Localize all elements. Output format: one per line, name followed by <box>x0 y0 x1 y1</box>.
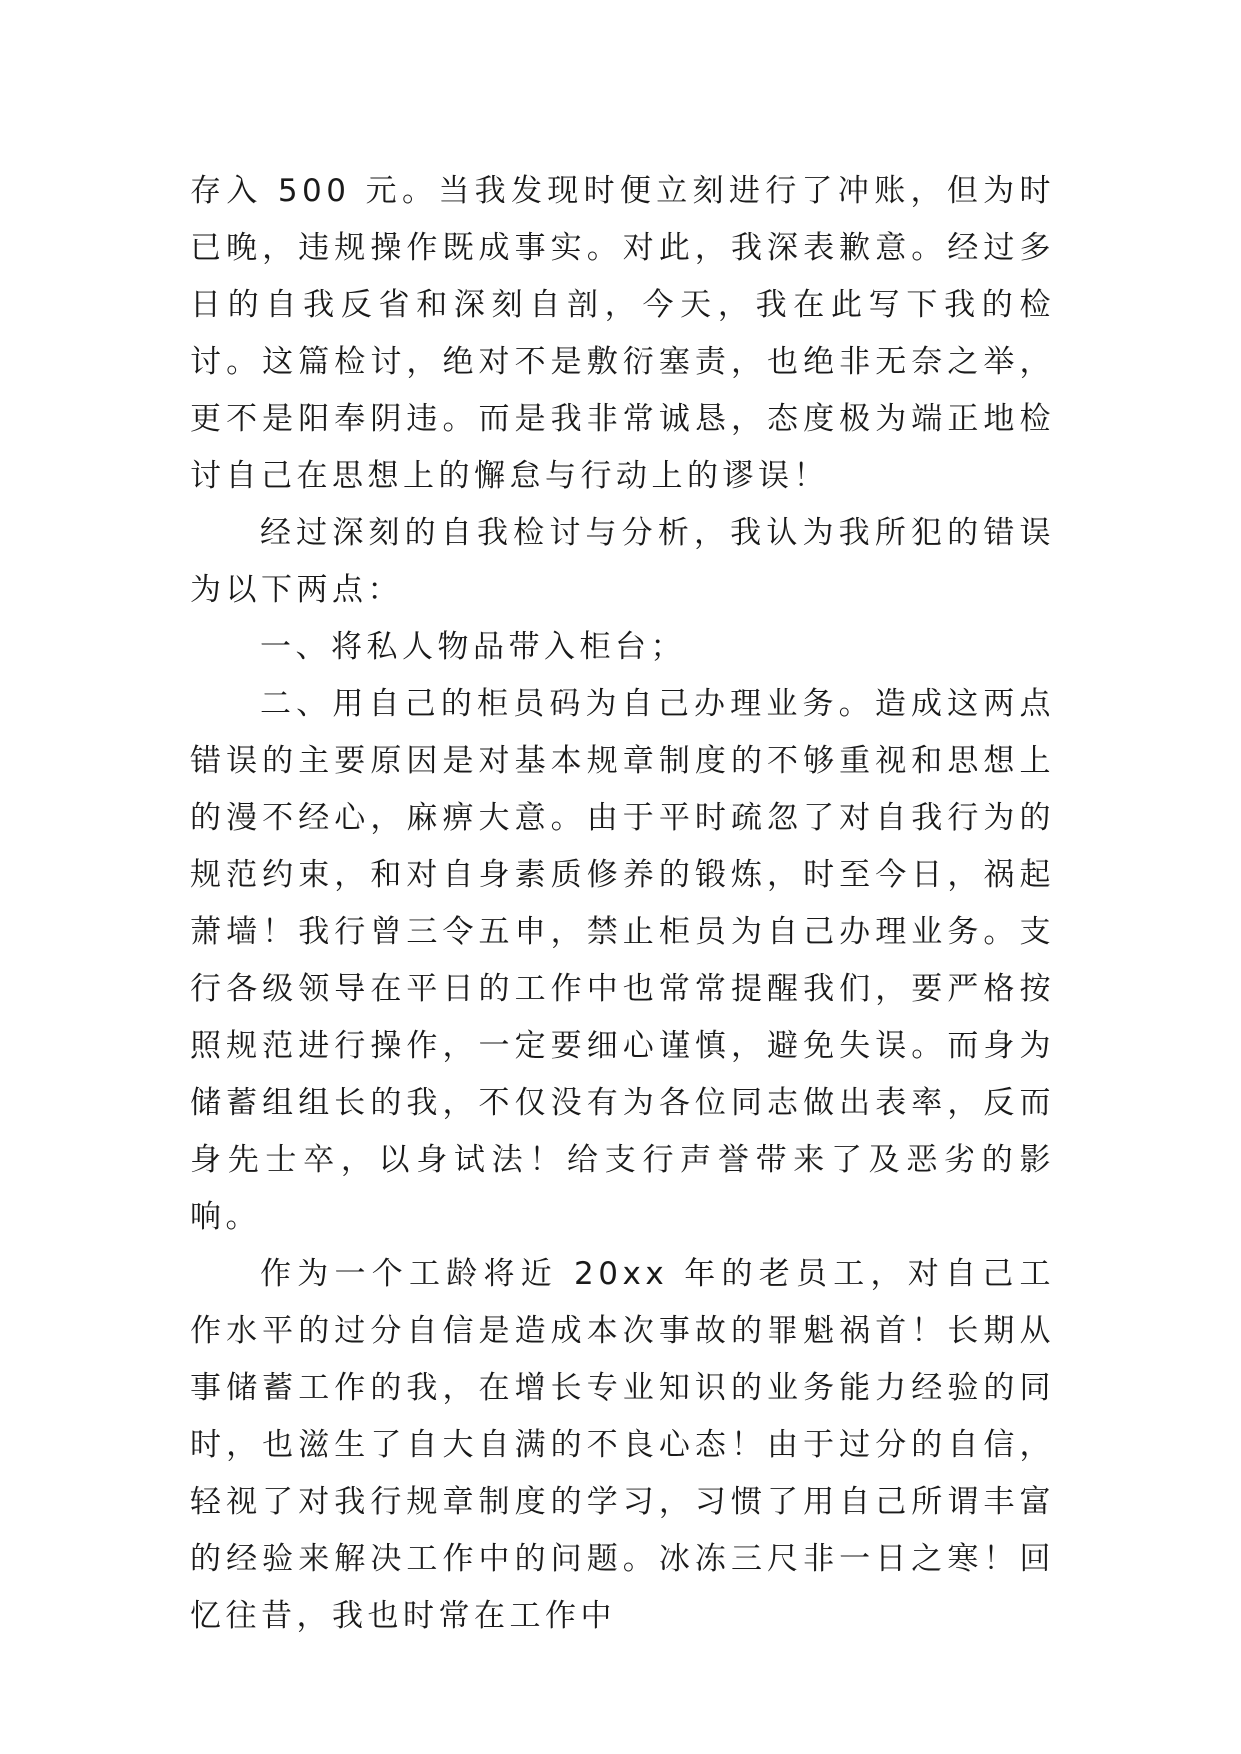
body-text <box>190 163 1055 1645</box>
paragraph-1: 存入 500 元。当我发现时便立刻进行了冲账，但为时已晚，违规操作既成事实。对此，我深表歉意。经过多日的自我反省和深刻自剖，今天，我在此写下我的检讨。这篇检讨，绝对不是敷衍塞责，也绝非无奈之举，更不是阳奉阴违。而是我非常诚恳，态度极为端正地检讨自己在思想上的懈怠与行动上的谬误！ <box>190 173 1055 494</box>
paragraph-2: 经过深刻的自我检讨与分析，我认为我所犯的错误为以下两点： <box>190 515 1055 608</box>
paragraph-3: 一、将私人物品带入柜台； <box>260 629 686 665</box>
paragraph-5: 作为一个工龄将近 20xx 年的老员工，对自己工作水平的过分自信是造成本次事故的罪魁祸首！长期从事储蓄工作的我，在增长专业知识的业务能力经验的同时，也滋生了自大自满的不良心态！由于过分的自信，轻视了对我行规章制度的学习，习惯了用自己所谓丰富的经验来解决工作中的问题。冰冻三尺非一日之寒！回忆往昔，我也时常在工作中 <box>190 1256 1055 1634</box>
paragraph-4: 二、用自己的柜员码为自己办理业务。造成这两点错误的主要原因是对基本规章制度的不够重视和思想上的漫不经心，麻痹大意。由于平时疏忽了对自我行为的规范约束，和对自身素质修养的锻炼，时至今日，祸起萧墙！我行曾三令五申，禁止柜员为自己办理业务。支行各级领导在平日的工作中也常常提醒我们，要严格按照规范进行操作，一定要细心谨慎，避免失误。而身为储蓄组组长的我，不仅没有为各位同志做出表率，反而身先士卒，以身试法！给支行声誉带来了及恶劣的影响。 <box>190 686 1055 1235</box>
